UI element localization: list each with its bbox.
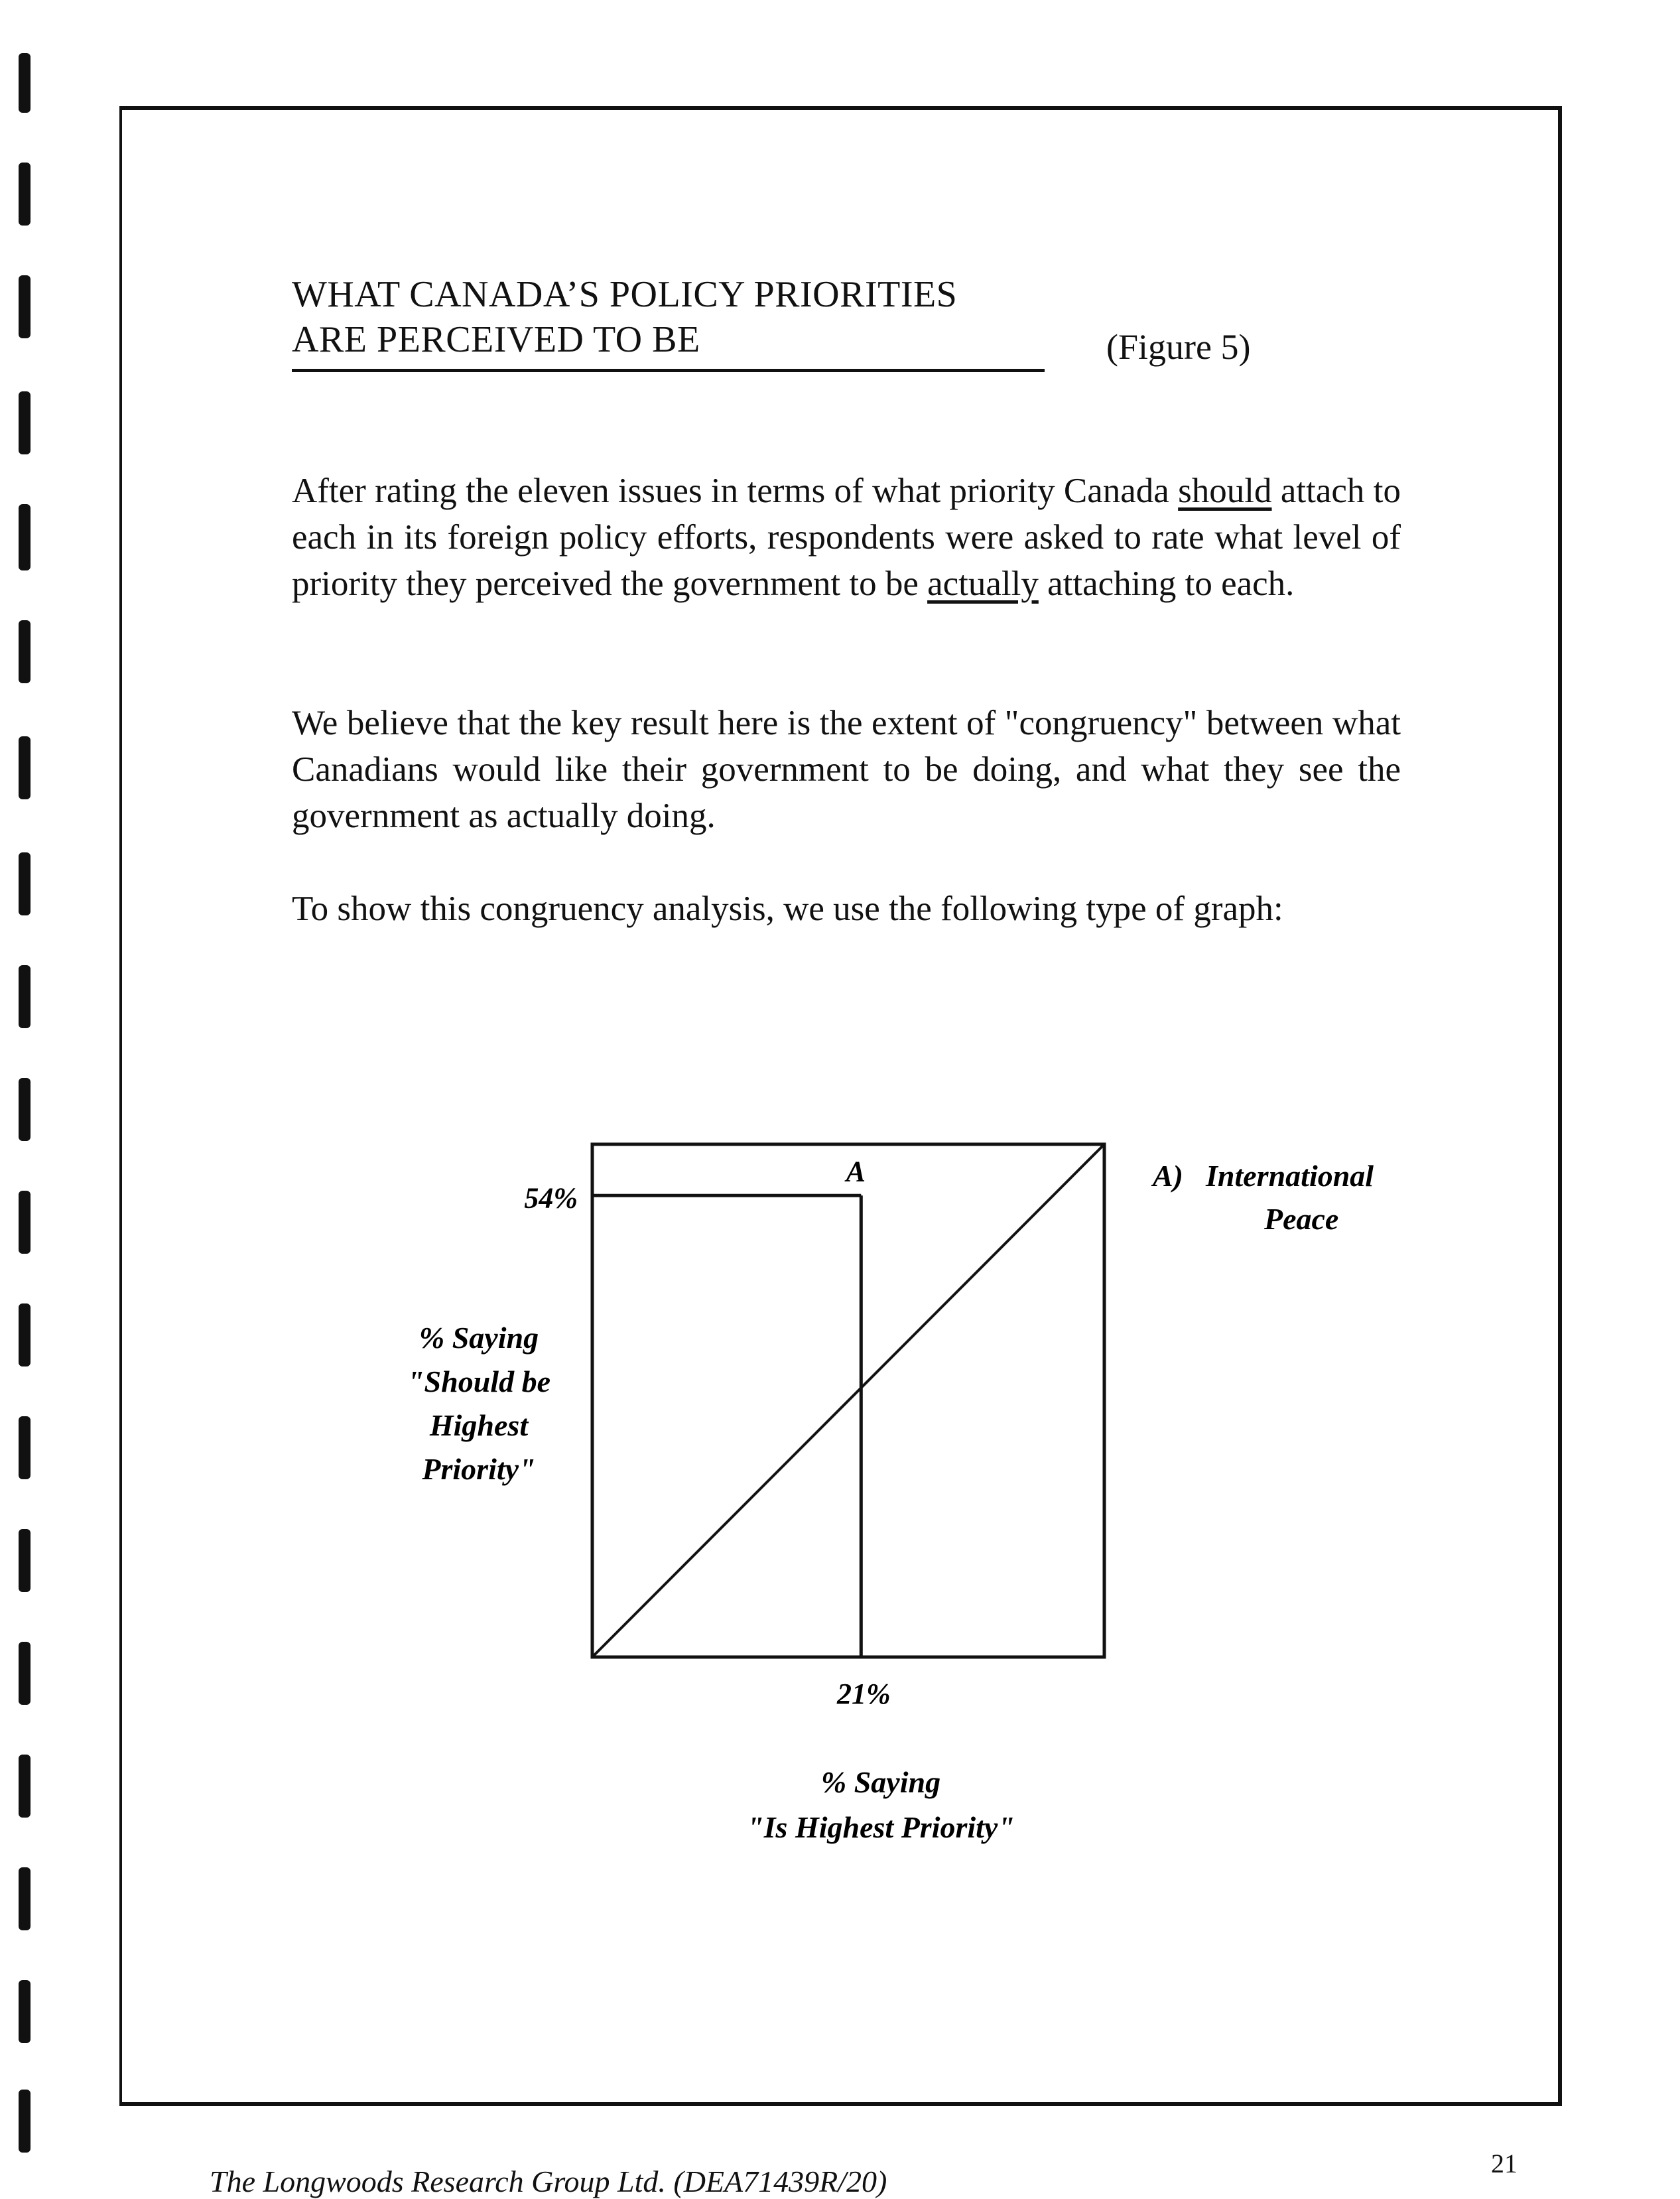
- point-a-label: A: [846, 1155, 866, 1188]
- page-number: 21: [1491, 2149, 1518, 2178]
- p1-actually: actually: [927, 565, 1039, 603]
- x-value-label: 21%: [836, 1678, 891, 1710]
- p1-text-b: attach to each in its foreign policy efforts, respondents were asked to rate what level of priority they perceived the government to be: [292, 472, 1401, 603]
- p1-should: should: [1178, 472, 1272, 510]
- footer-citation: The Longwoods Research Group Ltd. (DEA71439R/20): [210, 2165, 887, 2198]
- paragraph-2: We believe that the key result here is the extent of "congruency" between what Canadians would like their government to be doing, and what they see the government as actually doing.: [292, 704, 1401, 835]
- diagonal-line: [592, 1144, 1104, 1657]
- legend-key: A): [1153, 1159, 1183, 1193]
- y-axis-label-line-4: Priority": [422, 1452, 536, 1486]
- x-axis-label-line-1: % Saying: [820, 1765, 941, 1799]
- y-axis-label-line-3: Highest: [429, 1408, 529, 1442]
- title-line-2: ARE PERCEIVED TO BE: [292, 319, 700, 360]
- x-axis-label-line-2: "Is Highest Priority": [747, 1810, 1015, 1844]
- y-axis-label-line-2: "Should be: [407, 1365, 550, 1398]
- y-value-label: 54%: [524, 1181, 578, 1215]
- title-line-1: WHAT CANADA’S POLICY PRIORITIES: [292, 274, 958, 315]
- y-axis-label-line-1: % Saying: [419, 1321, 539, 1355]
- paragraph-3: To show this congruency analysis, we use the following type of graph:: [292, 890, 1283, 928]
- legend-line-2: Peace: [1264, 1202, 1339, 1236]
- legend-line-1: International: [1206, 1159, 1374, 1193]
- figure-reference: (Figure 5): [1106, 327, 1251, 367]
- p1-text-c: attaching to each.: [1038, 565, 1295, 603]
- p1-text-a: After rating the eleven issues in terms of what priority Canada: [292, 472, 1179, 510]
